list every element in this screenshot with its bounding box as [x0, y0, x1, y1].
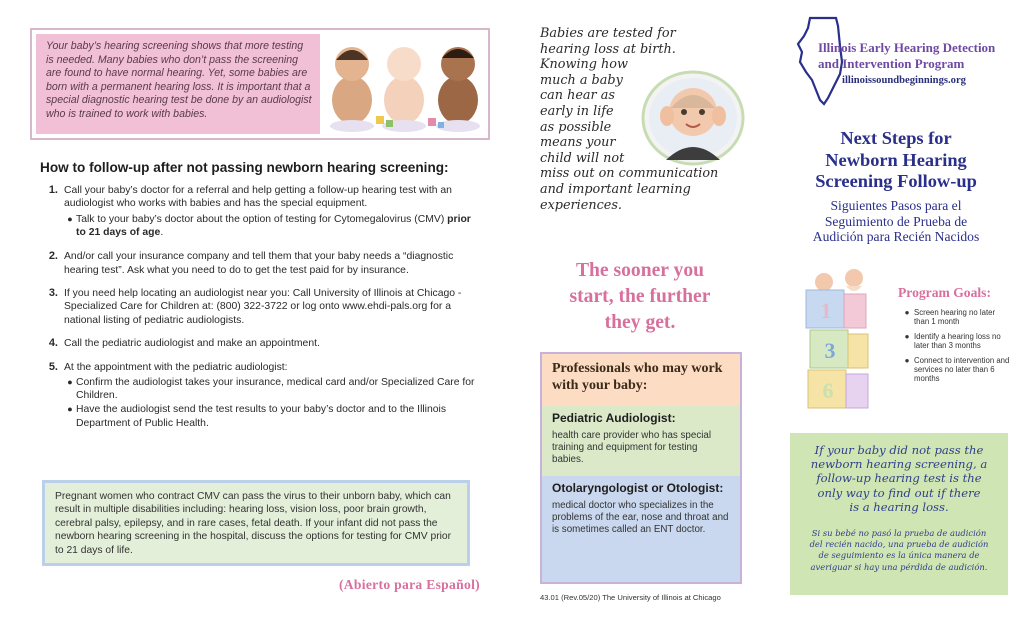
ent-description: medical doctor who specializes in the problems of the ear, nose and throat and is sometimes called an ENT doctor. [552, 500, 729, 535]
program-name-line: Illinois Early Hearing Detection [818, 40, 996, 55]
program-goals-heading: Program Goals: [898, 285, 991, 300]
audiologist-title: Pediatric Audiologist: [552, 411, 676, 425]
program-name-line: and Intervention Program [818, 55, 965, 71]
title-line: Screening Follow-up [815, 171, 977, 192]
program-goals-list [900, 308, 1010, 389]
step-item [40, 184, 480, 240]
goal-item [900, 332, 1010, 351]
step-item [40, 337, 480, 350]
step-subitem [64, 403, 480, 429]
step-text: If you need help locating an audiologist near you: Call University of Illinois at Chicago - Specialized Care for Children at: (800) 322-3722 or log onto www.ehdi-pals.org for a national listing of pediatric audiologists. [64, 288, 462, 326]
step-text: Call your baby’s doctor for a referral and help getting a follow-up hearing test with an audiologist who works with babies and has the special equipment. [64, 185, 452, 210]
notice-line: only way to find out if there [817, 485, 981, 500]
goal-text: Connect to intervention and services no later than 6 months [914, 355, 1010, 384]
cmv-note-box: Pregnant women who contract CMV can pass the virus to their unborn baby, which can result in multiple disabilities including: hearing loss, vision loss, poor brain growth, cerebral palsy, epilepsy, and in rare cases, fetal death. If your infant did not pass the newborn hearing screening in the hospital, discuss the options for testing for CMV prior to 21 days of life. [42, 480, 470, 566]
spanish-title-line: Seguimiento de Prueba de [824, 213, 968, 229]
title-line: Newborn Hearing [825, 149, 967, 170]
paragraph-line: and important learning [540, 181, 691, 197]
paragraph-line: much a baby [540, 72, 623, 88]
program-website-link[interactable]: illinoissoundbeginnings.org [842, 75, 966, 86]
step-item [40, 287, 480, 327]
block-number-1: 1 [820, 298, 832, 323]
bullet-icon: ● [67, 404, 73, 415]
step-number: 3. [48, 287, 58, 300]
step-number: 2. [48, 250, 58, 263]
bullet-icon: ● [67, 213, 73, 224]
intro-text: Your baby’s hearing screening shows that more testing is needed. Many babies who don’t pass the screening are found to have normal hearing. Yet, some babies are born with a permanent hearing loss. It is important that a special diagnostic hearing test be done by an audiologist who is trained to work with babies. [36, 34, 320, 134]
bullet-icon: ● [904, 308, 910, 317]
subitem-emphasis: prior to 21 days of age [76, 213, 471, 239]
notice-line: If your baby did not pass the [814, 443, 984, 457]
notice-spanish [798, 528, 1000, 573]
audiologist-description: health care provider who has special training and equipment for testing babies. [552, 430, 712, 465]
step-number: 5. [48, 360, 58, 373]
followup-steps-list [40, 184, 480, 441]
paragraph-line: Babies are tested for [540, 26, 676, 41]
baby-blocks-illustration [796, 266, 884, 416]
notice-line: de seguimiento es la única manera de [818, 550, 980, 561]
paragraph-line: means your [540, 135, 616, 151]
paragraph-line: child will not [540, 150, 625, 166]
step-item [40, 250, 480, 277]
block-number-3: 3 [824, 338, 836, 363]
goal-item [900, 308, 1010, 327]
notice-line: averiguar si hay una pérdida de audición. [810, 561, 988, 572]
notice-line: newborn hearing screening, a [810, 457, 988, 472]
document-number: 43.01 (Rev.05/20) The University of Illinois at Chicago [540, 593, 721, 602]
notice-english [798, 443, 1000, 514]
spanish-title-line: Audición para Recién Nacidos [812, 229, 980, 245]
slogan-line: start, the further [569, 286, 711, 307]
paragraph-line: Knowing how [540, 57, 628, 73]
ent-title: Otolaryngologist or Otologist: [552, 481, 724, 495]
three-babies-photo [324, 34, 486, 136]
notice-line: del recién nacido, una prueba de audición [809, 539, 989, 550]
goal-item [900, 356, 1010, 384]
paragraph-line: experiences. [540, 197, 622, 213]
step-subitem [64, 213, 480, 239]
professionals-box [540, 352, 742, 584]
professionals-header: Professionals who may work with your baby: [542, 354, 740, 406]
step-text: At the appointment with the pediatric audiologist: [64, 361, 288, 373]
spanish-available-note: (Abierto para Español) [338, 577, 480, 592]
baby-portrait-photo [640, 68, 746, 168]
paragraph-line: as possible [540, 119, 612, 135]
goal-text: Screen hearing no later than 1 month [914, 308, 996, 327]
spanish-title [790, 198, 1002, 245]
bullet-icon: ● [904, 355, 910, 365]
hearing-test-notice-box [790, 433, 1008, 595]
step-number: 4. [48, 337, 58, 350]
subitem-text-end: . [160, 227, 164, 239]
sooner-slogan [540, 258, 740, 336]
title-line: Next Steps for [840, 128, 952, 148]
intro-box [30, 28, 490, 140]
subitem-text: Talk to your baby’s doctor about the option of testing for Cytomegalovirus (CMV) [76, 213, 448, 225]
block-number-6: 6 [822, 378, 834, 403]
slogan-line: they get. [604, 312, 676, 333]
ent-section [542, 476, 740, 582]
program-name [818, 40, 1008, 72]
audiologist-section [542, 406, 740, 476]
brochure-title [790, 128, 1002, 193]
goal-text: Identify a hearing loss no later than 3 months [914, 331, 1001, 351]
followup-heading: How to follow-up after not passing newborn hearing screening: [40, 160, 449, 175]
bullet-icon: ● [67, 377, 73, 388]
notice-line: Si su bebé no pasó la prueba de audición [811, 528, 987, 539]
subitem-text: Confirm the audiologist takes your insurance, medical card and/or Specialized Care for Children. [76, 377, 475, 402]
bullet-icon: ● [904, 331, 910, 341]
paragraph-line: early in life [540, 103, 614, 119]
paragraph-line: miss out on communication [540, 166, 719, 182]
paragraph-line: hearing loss at birth. [540, 41, 676, 57]
subitem-text: Have the audiologist send the test results to your baby’s doctor and to the Illinois Department of Public Health. [76, 404, 447, 429]
step-number: 1. [48, 184, 58, 196]
step-subitem [64, 376, 480, 402]
spanish-title-line: Siguientes Pasos para el [830, 198, 962, 213]
paragraph-line: can hear as [540, 88, 615, 104]
step-item [40, 361, 480, 431]
step-text: Call the pediatric audiologist and make an appointment. [64, 338, 320, 350]
notice-line: follow-up hearing test is the [816, 471, 982, 486]
notice-line: is a hearing loss. [849, 499, 949, 514]
step-text: And/or call your insurance company and tell them that your baby needs a “diagnostic hearing test”. Ask what you need to do to get the test paid for by insurance. [64, 251, 454, 276]
slogan-line: The sooner you [575, 260, 705, 281]
